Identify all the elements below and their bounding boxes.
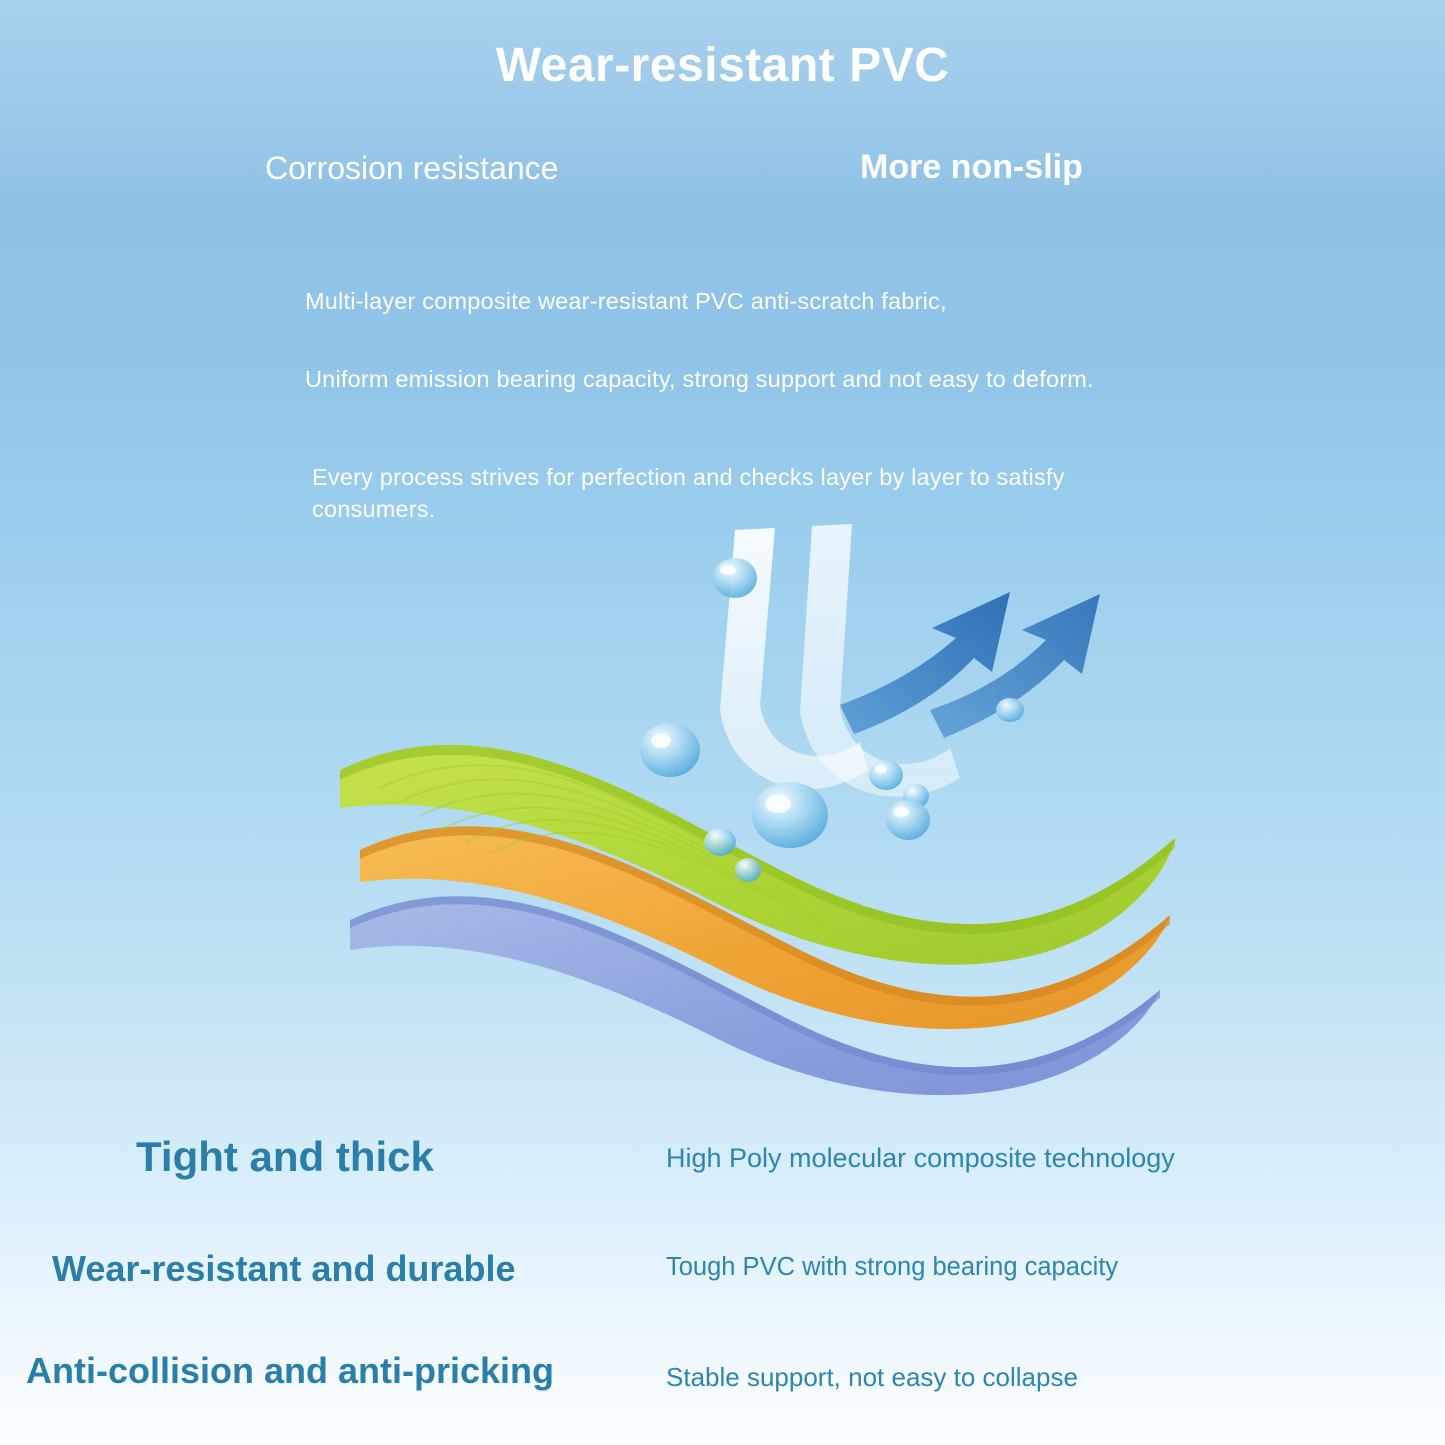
feature-detail-3: Stable support, not easy to collapse — [666, 1362, 1078, 1392]
subtitle-corrosion-resistance: Corrosion resistance — [265, 150, 559, 186]
breathability-arrow-icon — [840, 592, 1100, 738]
feature-detail-2: Tough PVC with strong bearing capacity — [666, 1253, 1119, 1281]
feature-title-1: Tight and thick — [136, 1133, 434, 1180]
feature-title-3: Anti-collision and anti-pricking — [26, 1350, 555, 1391]
page-title: Wear-resistant PVC — [495, 39, 950, 92]
water-repel-arrow-icon — [720, 524, 960, 797]
description-line-2: Uniform emission bearing capacity, strong support and not easy to deform. — [305, 366, 1094, 392]
layered-fabric-illustration — [320, 520, 1200, 1120]
feature-title-2: Wear-resistant and durable — [52, 1248, 516, 1289]
feature-detail-1: High Poly molecular composite technology — [666, 1143, 1175, 1173]
description-line-3: Every process strives for perfection and checks layer by layer to satisfy consumers. — [312, 464, 1065, 522]
subtitle-non-slip: More non-slip — [860, 148, 1083, 186]
description-line-1: Multi-layer composite wear-resistant PVC anti-scratch fabric, — [305, 288, 947, 314]
